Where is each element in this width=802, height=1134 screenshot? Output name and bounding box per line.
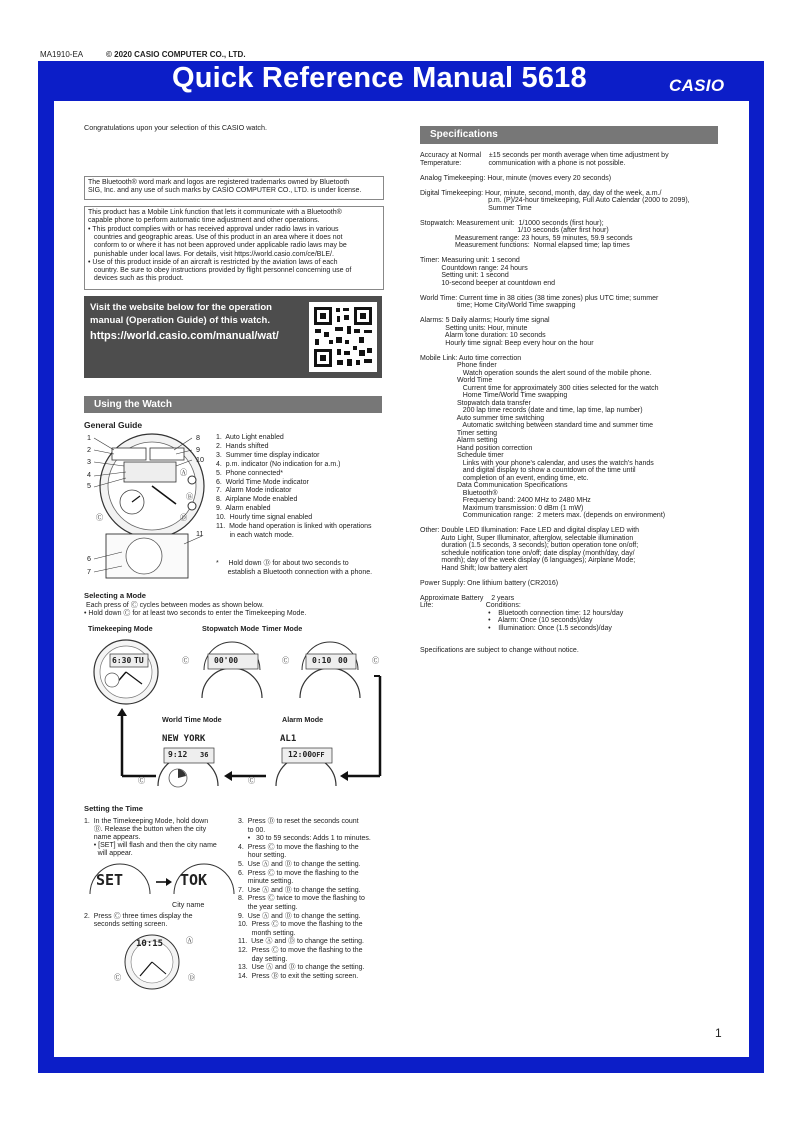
city-name-caption: City name (172, 900, 205, 909)
mobile-notice-line: countries and geographic areas. Use of this product in an area where it does not (88, 233, 343, 241)
arrow-c-2: Ⓒ (282, 656, 290, 665)
page-number: 1 (715, 1026, 722, 1040)
spec-line: Phone finder (420, 362, 497, 369)
select-text-line: • Hold down Ⓒ for at least two seconds to enter the Timekeeping Mode. (84, 610, 307, 618)
qr-code[interactable] (309, 302, 377, 372)
guide-item-line: 11. Mode hand operation is linked with operations (216, 523, 372, 530)
general-guide-diagram (84, 432, 214, 580)
spec-line: Hand Shift; low battery alert (420, 564, 528, 572)
spec-line: month); day of the week display (6 languages); Airplane Mode; (420, 557, 636, 564)
spec-line: and digital display to show a countdown of the time until (420, 467, 636, 474)
spec-line: Auto summer time switching (420, 414, 545, 422)
website-line1: Visit the website below for the operation (90, 302, 272, 313)
setting-right-line: the year setting. (238, 904, 298, 911)
spec-line: Bluetooth® (420, 489, 498, 497)
spec-line: Approximate Battery 2 years (420, 594, 515, 602)
spec-line: Stopwatch: Measurement unit: 1/1000 seconds (first hour); (420, 219, 604, 227)
button-a-small: Ⓐ (186, 936, 194, 945)
setting-right-line: 10. Press Ⓒ to move the flashing to the (238, 921, 363, 929)
spec-line: Setting unit: 1 second (420, 272, 509, 279)
spec-line: p.m. (P)/24-hour timekeeping, Full Auto Calendar (2000 to 2099), (420, 197, 690, 204)
spec-line: Maximum transmission: 0 dBm (1 mW) (420, 504, 584, 512)
guide-callout-number: 6 (87, 554, 91, 563)
spec-line: duration (1.5 seconds, 3 seconds); button operation tone on/off; (420, 542, 639, 549)
mobile-notice-line: This product has a Mobile Link function that lets it communicate with a Bluetooth® (88, 209, 342, 216)
setting-right-line: 4. Press Ⓒ to move the flashing to the (238, 843, 359, 851)
website-line2: manual (Operation Guide) of this watch. (90, 315, 270, 326)
spec-line: Communication range: 2 meters max. (depends on environment) (420, 512, 666, 519)
guide-item-line: 5. Phone connected* (216, 469, 283, 477)
button-b-label: Ⓑ (186, 492, 194, 501)
spec-line: Alarm tone duration: 10 seconds (420, 332, 546, 339)
button-d-label: Ⓓ (180, 513, 188, 522)
setting-right-line: to 00. (238, 826, 266, 834)
setting-left2-line: seconds setting screen. (84, 921, 168, 928)
display-newyork: NEW YORK (162, 734, 206, 744)
display-set: SET (96, 871, 124, 889)
spec-line: schedule notification tone on/off; date display (month/day, day/ (420, 549, 635, 557)
using-watch-header: Using the Watch (84, 396, 382, 413)
spec-line: • Illumination: Once (1.5 seconds)/day (420, 624, 612, 632)
spec-line: Schedule timer (420, 452, 504, 459)
guide-callout-number: 1 (87, 433, 91, 442)
spec-line: Home Time/World Time swapping (420, 392, 568, 399)
spec-line: World Time: Current time in 38 cities (38 time zones) plus UTC time; summer (420, 294, 659, 302)
setting-right-line: 6. Press Ⓒ to move the flashing to the (238, 869, 359, 877)
guide-note-line: establish a Bluetooth connection with a phone. (216, 568, 373, 576)
guide-callout-number: 9 (196, 445, 200, 454)
display-timer-sec: 00 (338, 656, 348, 665)
mode-timer: Timer Mode (262, 624, 303, 633)
setting-left-line: 1. In the Timekeeping Mode, hold down (84, 818, 209, 825)
setting-right-line: 11. Use Ⓐ and Ⓓ to change the setting. (238, 938, 364, 946)
spec-line: Timer setting (420, 429, 498, 437)
setting-right-line: • 30 to 59 seconds: Adds 1 to minutes. (238, 835, 371, 843)
setting-right-line: 13. Use Ⓐ and Ⓓ to change the setting. (238, 964, 365, 972)
guide-item-line: 9. Alarm enabled (216, 505, 271, 513)
display-stopwatch: 00'00 (214, 656, 239, 665)
guide-callout-number: 2 (87, 445, 91, 454)
setting-time-title: Setting the Time (84, 804, 143, 813)
setting-left-line: Ⓑ. Release the button when the city (84, 826, 207, 833)
display-alarm-time: 12:00 (288, 750, 313, 759)
spec-line: Timer: Measuring unit: 1 second (420, 257, 520, 264)
button-a-label: Ⓐ (180, 468, 188, 477)
setting-left2-line: 2. Press Ⓒ three times display the (84, 913, 193, 920)
doc-code: MA1910-EA (40, 50, 84, 59)
display-timer: 0:10 (312, 656, 332, 665)
setting-right-line: 9. Use Ⓐ and Ⓓ to change the setting. (238, 912, 361, 920)
brand-logo: CASIO (669, 76, 725, 95)
guide-item-line: 6. World Time Mode indicator (216, 478, 309, 486)
guide-callout-number: 8 (196, 433, 200, 442)
spec-line: Data Communication Specifications (420, 482, 568, 489)
setting-right-line: 7. Use Ⓐ and Ⓓ to change the setting. (238, 886, 361, 894)
display-world-sec: 36 (200, 751, 209, 759)
bluetooth-notice-line: SIG, Inc. and any use of such marks by CASIO COMPUTER CO., LTD. is under license. (88, 187, 362, 195)
mode-timekeeping: Timekeeping Mode (88, 624, 153, 633)
mobile-notice-line: conform to or where it has not been approved under applicable radio laws may be (88, 242, 347, 250)
guide-item-line: 2. Hands shifted (216, 442, 269, 450)
spec-line: • Bluetooth connection time: 12 hours/day (420, 609, 624, 617)
spec-line: Mobile Link: Auto time correction (420, 354, 522, 362)
spec-line: Current time for approximately 300 cities selected for the watch (420, 384, 659, 392)
display-day: TU (134, 656, 144, 665)
bluetooth-notice-line: The Bluetooth® word mark and logos are registered trademarks owned by Bluetooth (88, 179, 350, 186)
setting-right-line: month setting. (238, 929, 296, 937)
website-url[interactable]: https://world.casio.com/manual/wat/ (90, 330, 279, 342)
setting-right-line: hour setting. (238, 852, 287, 860)
spec-line: Accuracy at Normal ±15 seconds per month average when time adjustment by (420, 152, 669, 159)
guide-callout-number: 5 (87, 481, 91, 490)
arrow-c-4: Ⓒ (138, 776, 146, 785)
specifications-header: Specifications (420, 126, 718, 144)
setting-right-line: 5. Use Ⓐ and Ⓓ to change the setting. (238, 861, 361, 868)
guide-item-line: 4. p.m. indicator (No indication for a.m.) (216, 460, 341, 468)
setting-right-line: 8. Press Ⓒ twice to move the flashing to (238, 895, 365, 903)
mode-stopwatch: Stopwatch Mode (202, 624, 260, 633)
display-city: TOK (180, 871, 208, 889)
spec-line: World Time (420, 377, 493, 384)
spec-line: • Alarm: Once (10 seconds)/day (420, 617, 593, 624)
spec-line: Summer Time (420, 204, 532, 212)
mode-worldtime: World Time Mode (162, 715, 222, 724)
setting-left-line: will appear. (84, 850, 133, 857)
display-alarm-off: OFF (312, 751, 325, 759)
spec-line: 1/10 seconds (after first hour) (420, 227, 609, 234)
arrow-c-3: Ⓒ (372, 656, 380, 665)
guide-item-line: 7. Alarm Mode indicator (216, 487, 292, 495)
spec-line: Automatic switching between standard time and summer time (420, 422, 654, 429)
selecting-mode-title: Selecting a Mode (84, 591, 147, 600)
setting-right-line: 14. Press Ⓑ to exit the setting screen. (238, 972, 359, 980)
display-alarm-label: AL1 (280, 734, 297, 744)
guide-callout-number: 4 (87, 470, 91, 479)
button-c-small: Ⓒ (114, 973, 122, 982)
congrats-text: Congratulations upon your selection of this CASIO watch. (84, 123, 267, 132)
setting-left-line: name appears. (84, 834, 141, 841)
guide-item-line: 3. Summer time display indicator (216, 451, 320, 459)
guide-note-line: * Hold down Ⓓ for about two seconds to (216, 560, 349, 567)
guide-item-line: in each watch mode. (216, 531, 294, 539)
spec-line: Hourly time signal: Beep every hour on the hour (420, 339, 594, 347)
mobile-notice-line: punishable under local laws. For details, visit https://world.casio.com/ce/BLE/. (88, 250, 334, 258)
display-seconds: 10:15 (136, 939, 164, 949)
copyright: © 2020 CASIO COMPUTER CO., LTD. (106, 50, 246, 59)
display-world-time: 9:12 (168, 750, 188, 759)
spec-line: Measurement functions: Normal elapsed time; lap times (420, 242, 630, 249)
spec-line: Setting units: Hour, minute (420, 324, 528, 332)
spec-line: Digital Timekeeping: Hour, minute, second, month, day, day of the week, a.m./ (420, 189, 662, 197)
guide-item-line: 10. Hourly time signal enabled (216, 514, 313, 522)
guide-callout-number: 11 (196, 529, 204, 538)
spec-line: Power Supply: One lithium battery (CR2016) (420, 579, 559, 587)
spec-line: Alarm setting (420, 437, 498, 444)
setting-right-line: minute setting. (238, 878, 294, 886)
mobile-notice-line: capable phone to perform automatic time adjustment and other operations. (88, 217, 320, 225)
spec-line: 200 lap time records (date and time, lap time, lap number) (420, 407, 643, 414)
mobile-notice-line: • Use of this product inside of an aircraft is restricted by the aviation laws of each (88, 258, 338, 266)
spec-line: Countdown range: 24 hours (420, 264, 528, 272)
guide-item-line: 8. Airplane Mode enabled (216, 496, 298, 504)
qr-icon (309, 302, 377, 372)
setting-right-line: 3. Press Ⓓ to reset the seconds count (238, 818, 359, 825)
arrow-c-1: Ⓒ (182, 656, 190, 665)
select-text-line: Each press of Ⓒ cycles between modes as shown below. (84, 602, 264, 609)
page-title: Quick Reference Manual 5618 (172, 62, 587, 94)
spec-line: time; Home City/World Time swapping (420, 302, 576, 309)
guide-callout-number: 10 (196, 455, 204, 464)
spec-line: completion of an event, ending time, etc. (420, 474, 589, 482)
spec-line: Stopwatch data transfer (420, 399, 531, 407)
guide-item-line: 1. Auto Light enabled (216, 434, 284, 441)
spec-line: Analog Timekeeping: Hour, minute (moves every 20 seconds) (420, 174, 612, 182)
spec-line: Life: Conditions: (420, 602, 521, 609)
mobile-notice-line: • This product complies with or has received approval under radio laws in various (88, 225, 339, 233)
spec-line: Links with your phone's calendar, and uses the watch's hands (420, 459, 654, 467)
arrow-c-5: Ⓒ (248, 776, 256, 785)
spec-line: Other: Double LED Illumination: Face LED and digital display LED with (420, 527, 640, 534)
button-d-small: Ⓓ (188, 973, 196, 982)
spec-line: Measurement range: 23 hours, 59 minutes, 59.9 seconds (420, 234, 633, 242)
spec-line: Frequency band: 2400 MHz to 2480 MHz (420, 497, 591, 504)
setting-right-line: day setting. (238, 955, 288, 963)
general-guide-title: General Guide (84, 420, 143, 430)
spec-line: Alarms: 5 Daily alarms; Hourly time signal (420, 317, 550, 324)
spec-line: Hand position correction (420, 444, 533, 452)
display-time: 6:30 (112, 656, 132, 665)
spec-line: Auto Light, Super Illuminator, afterglow, selectable illumination (420, 534, 634, 542)
mode-alarm: Alarm Mode (282, 715, 324, 724)
mobile-notice-line: devices such as this product. (88, 275, 184, 283)
guide-callout-number: 3 (87, 457, 91, 466)
button-c-label: Ⓒ (96, 513, 104, 522)
spec-line: 10-second beeper at countdown end (420, 279, 556, 287)
spec-line: Watch operation sounds the alert sound of the mobile phone. (420, 369, 652, 377)
website-box (84, 296, 382, 378)
mobile-notice-line: country. Be sure to obey instructions provided by flight personnel concerning use of (88, 267, 352, 275)
setting-right-line: 12. Press Ⓒ to move the flashing to the (238, 947, 363, 954)
spec-line: Temperature: communication with a phone is not possible. (420, 159, 626, 167)
setting-left-line: • [SET] will flash and then the city name (84, 842, 217, 849)
spec-line: Specifications are subject to change without notice. (420, 647, 579, 654)
guide-callout-number: 7 (87, 567, 91, 576)
